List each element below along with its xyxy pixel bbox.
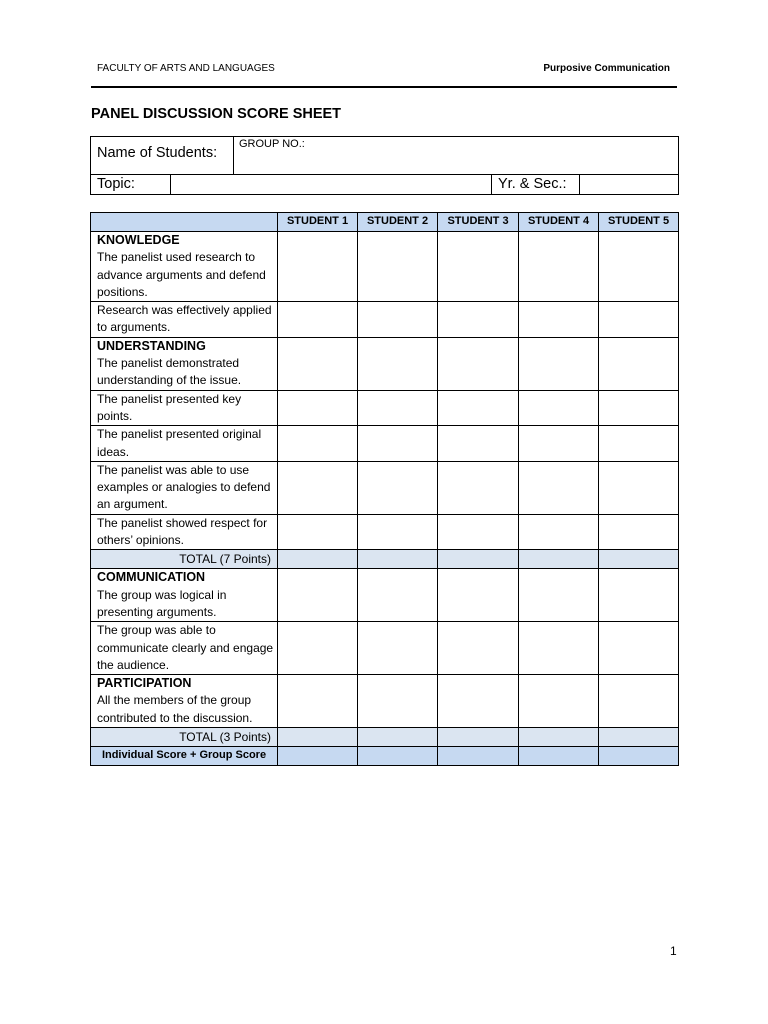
total-cell[interactable]	[278, 728, 358, 747]
criterion-cell	[91, 232, 278, 302]
table-row	[91, 337, 679, 390]
score-cell[interactable]	[438, 569, 519, 622]
score-cell[interactable]	[358, 426, 438, 462]
criterion-text: The panelist presented original ideas.	[91, 426, 278, 462]
course-header: Purposive Communication	[543, 63, 670, 74]
score-cell[interactable]	[278, 514, 358, 550]
total-cell[interactable]	[519, 728, 599, 747]
score-cell[interactable]	[278, 461, 358, 514]
table-row	[91, 675, 679, 728]
page-number: 1	[670, 944, 677, 958]
score-cell[interactable]	[519, 675, 599, 728]
total-cell[interactable]	[438, 728, 519, 747]
score-cell[interactable]	[519, 337, 599, 390]
score-cell[interactable]	[278, 232, 358, 302]
total-label: TOTAL (3 Points)	[91, 728, 278, 747]
total-row-individual	[91, 550, 679, 569]
score-cell[interactable]	[438, 390, 519, 426]
table-row	[91, 426, 679, 462]
page-title: PANEL DISCUSSION SCORE SHEET	[91, 106, 342, 122]
header-rule	[91, 86, 677, 88]
column-header: STUDENT 3	[438, 213, 519, 232]
topic-label: Topic:	[91, 175, 171, 195]
total-cell[interactable]	[278, 550, 358, 569]
score-cell[interactable]	[519, 461, 599, 514]
score-cell[interactable]	[599, 390, 679, 426]
criterion-text: The group was able to communicate clearly and engage the audience.	[91, 622, 278, 675]
score-cell[interactable]	[599, 232, 679, 302]
total-cell[interactable]	[358, 550, 438, 569]
final-score-cell[interactable]	[278, 747, 358, 766]
table-row	[91, 514, 679, 550]
total-cell[interactable]	[599, 550, 679, 569]
criterion-text: The panelist was able to use examples or analogies to defend an argument.	[91, 461, 278, 514]
score-cell[interactable]	[278, 622, 358, 675]
column-header: STUDENT 2	[358, 213, 438, 232]
category-understanding: UNDERSTANDING	[97, 338, 206, 353]
score-table-header	[91, 213, 679, 232]
score-cell[interactable]	[599, 461, 679, 514]
category-participation: PARTICIPATION	[97, 676, 192, 691]
table-row	[91, 461, 679, 514]
score-cell[interactable]	[278, 675, 358, 728]
total-cell[interactable]	[438, 550, 519, 569]
total-cell[interactable]	[599, 728, 679, 747]
score-cell[interactable]	[599, 302, 679, 338]
score-cell[interactable]	[599, 569, 679, 622]
score-cell[interactable]	[599, 426, 679, 462]
criterion-cell	[91, 569, 278, 622]
yr-sec-field[interactable]	[580, 175, 679, 195]
score-cell[interactable]	[278, 337, 358, 390]
score-cell[interactable]	[358, 390, 438, 426]
score-cell[interactable]	[358, 675, 438, 728]
topic-field[interactable]	[171, 175, 492, 195]
score-cell[interactable]	[519, 514, 599, 550]
score-cell[interactable]	[358, 514, 438, 550]
score-cell[interactable]	[278, 302, 358, 338]
table-row	[91, 232, 679, 302]
criteria-header-cell	[91, 213, 278, 232]
score-cell[interactable]	[599, 622, 679, 675]
score-cell[interactable]	[438, 675, 519, 728]
score-cell[interactable]	[358, 232, 438, 302]
score-cell[interactable]	[438, 302, 519, 338]
score-cell[interactable]	[358, 461, 438, 514]
score-cell[interactable]	[519, 622, 599, 675]
score-cell[interactable]	[519, 569, 599, 622]
category-communication: COMMUNICATION	[97, 570, 206, 585]
criterion-cell	[91, 337, 278, 390]
score-cell[interactable]	[519, 390, 599, 426]
score-cell[interactable]	[278, 426, 358, 462]
table-row	[91, 569, 679, 622]
score-cell[interactable]	[358, 622, 438, 675]
score-cell[interactable]	[278, 390, 358, 426]
score-cell[interactable]	[278, 569, 358, 622]
table-row	[91, 622, 679, 675]
score-cell[interactable]	[438, 426, 519, 462]
category-knowledge: KNOWLEDGE	[97, 233, 180, 247]
criterion-text: All the members of the group contributed to the discussion.	[97, 693, 253, 725]
total-label: TOTAL (7 Points)	[91, 550, 278, 569]
score-cell[interactable]	[519, 426, 599, 462]
criterion-text: The panelist used research to advance arguments and defend positions.	[97, 250, 266, 299]
column-header: STUDENT 1	[278, 213, 358, 232]
criterion-text: The panelist showed respect for others’ opinions.	[91, 514, 278, 550]
score-cell[interactable]	[438, 232, 519, 302]
score-cell[interactable]	[438, 337, 519, 390]
score-cell[interactable]	[358, 302, 438, 338]
faculty-header: FACULTY OF ARTS AND LANGUAGES	[97, 63, 275, 74]
score-cell[interactable]	[438, 622, 519, 675]
score-cell[interactable]	[599, 675, 679, 728]
yr-sec-label: Yr. & Sec.:	[492, 175, 580, 195]
criterion-text: Research was effectively applied to arguments.	[91, 302, 278, 338]
column-header: STUDENT 5	[599, 213, 679, 232]
criterion-text: The group was logical in presenting arguments.	[97, 587, 227, 619]
final-score-cell[interactable]	[519, 747, 599, 766]
score-cell[interactable]	[438, 461, 519, 514]
total-cell[interactable]	[358, 728, 438, 747]
final-score-label: Individual Score + Group Score	[91, 747, 278, 766]
final-score-cell[interactable]	[438, 747, 519, 766]
total-cell[interactable]	[519, 550, 599, 569]
final-score-cell[interactable]	[599, 747, 679, 766]
criterion-cell	[91, 675, 278, 728]
score-cell[interactable]	[599, 337, 679, 390]
group-no-label: GROUP NO.:	[234, 137, 679, 175]
table-row	[91, 302, 679, 338]
score-cell[interactable]	[519, 302, 599, 338]
score-cell[interactable]	[519, 232, 599, 302]
final-score-cell[interactable]	[358, 747, 438, 766]
column-header: STUDENT 4	[519, 213, 599, 232]
criterion-text: The panelist presented key points.	[91, 390, 278, 426]
final-score-row	[91, 747, 679, 766]
criterion-text: The panelist demonstrated understanding of the issue.	[97, 356, 242, 388]
student-info-table	[90, 136, 679, 195]
table-row	[91, 390, 679, 426]
score-cell[interactable]	[599, 514, 679, 550]
score-cell[interactable]	[358, 337, 438, 390]
total-row-group	[91, 728, 679, 747]
score-cell[interactable]	[438, 514, 519, 550]
score-table	[90, 212, 679, 766]
score-cell[interactable]	[358, 569, 438, 622]
names-label: Name of Students:	[91, 137, 234, 175]
